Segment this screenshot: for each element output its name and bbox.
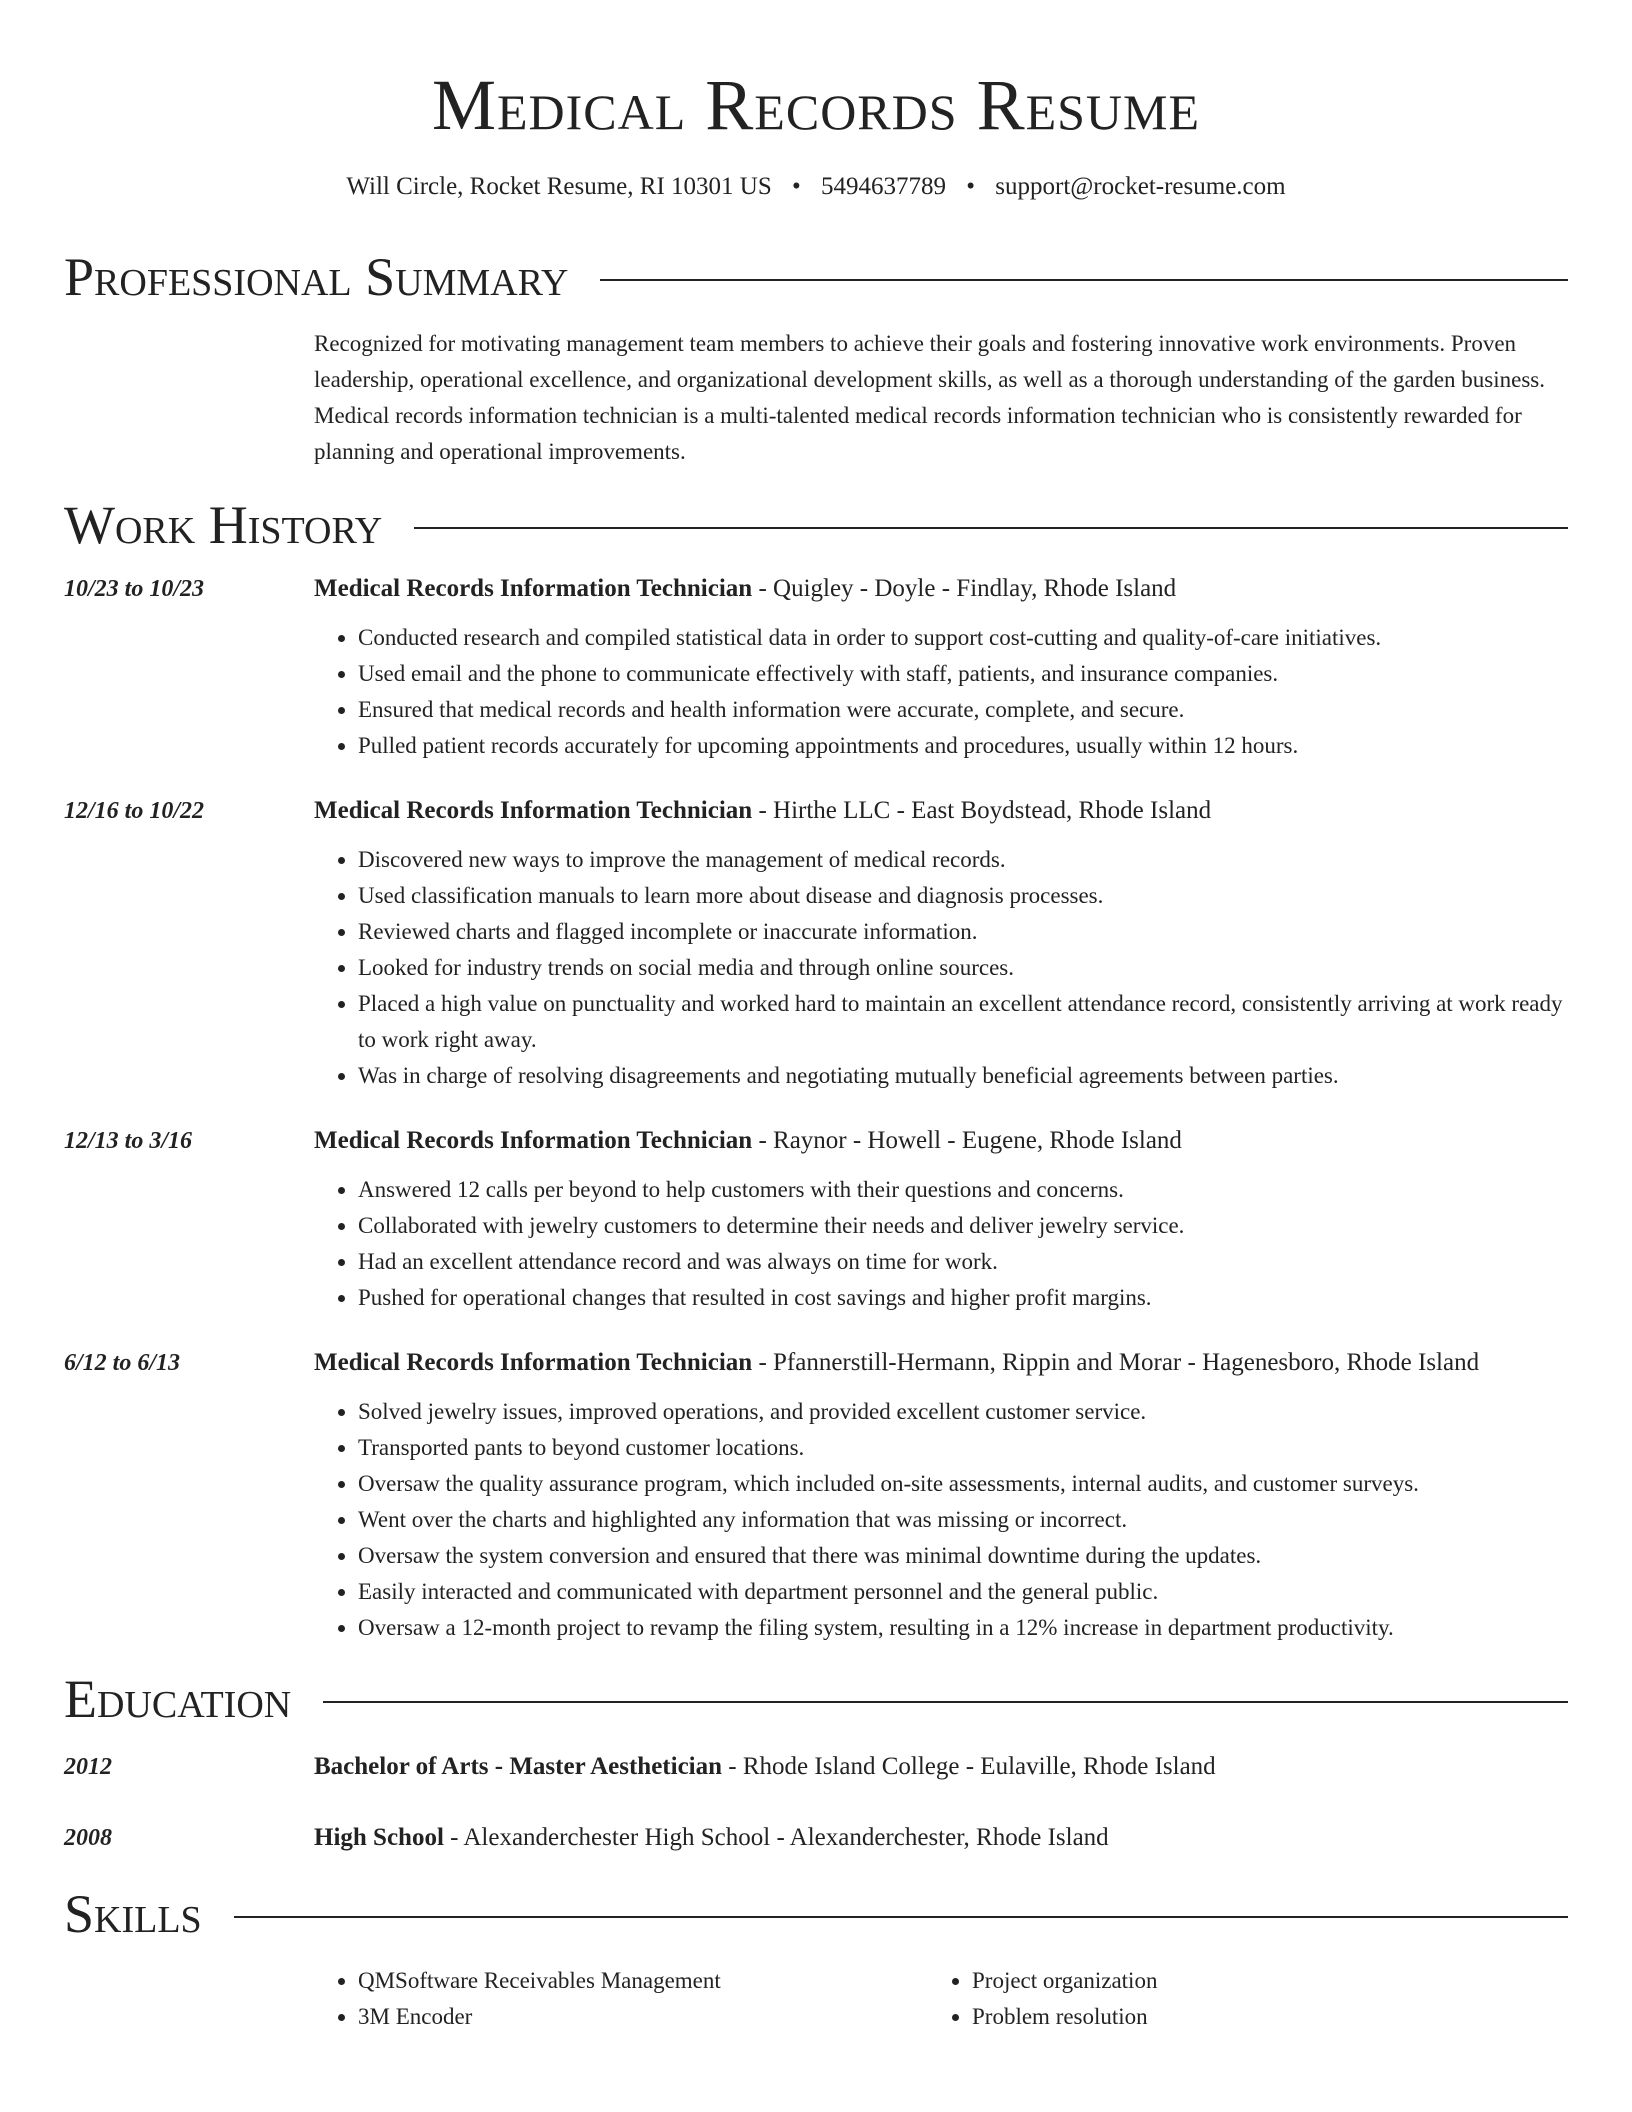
list-item: • Used classification manuals to learn more about disease and diagnosis processes. (358, 878, 1568, 914)
education-school: - Rhode Island College - Eulaville, Rhode Island (722, 1753, 1216, 1780)
section-divider (600, 279, 1568, 281)
education-section-header (64, 1668, 1568, 1730)
list-item: • Collaborated with jewelry customers to determine their needs and deliver jewelry service. (358, 1208, 1568, 1244)
contact-separator: • (966, 173, 976, 200)
list-item: • Pushed for operational changes that resulted in cost savings and higher profit margins. (358, 1280, 1568, 1316)
education-line (314, 1821, 1568, 1855)
job-employer: - Pfannerstill-Hermann, Rippin and Morar - Hagenesboro, Rhode Island (752, 1349, 1480, 1376)
list-item: • Conducted research and compiled statistical data in order to support cost-cutting and quality-of-care initiatives. (358, 620, 1568, 656)
job-body (314, 572, 1568, 764)
job-bullets (314, 842, 1568, 1094)
list-item: • Was in charge of resolving disagreements and negotiating mutually beneficial agreements between parties. (358, 1058, 1568, 1094)
education-body (314, 1750, 1568, 1784)
job-bullets (314, 1394, 1568, 1646)
job-dates: 6/12 to 6/13 (64, 1350, 181, 1376)
education-degree: High School (314, 1824, 444, 1851)
education-school: - Alexanderchester High School - Alexanderchester, Rhode Island (443, 1824, 1109, 1851)
job-bullets (314, 1172, 1568, 1316)
job-body (314, 794, 1568, 1094)
list-item: • Placed a high value on punctuality and worked hard to maintain an excellent attendance record, consistently arriving at work ready to work right away. (358, 986, 1568, 1058)
list-item: • Solved jewelry issues, improved operations, and provided excellent customer service. (358, 1394, 1568, 1430)
skills-list (314, 1963, 1568, 2035)
job-employer: - Hirthe LLC - East Boydstead, Rhode Island (752, 797, 1212, 824)
section-divider (323, 1701, 1568, 1703)
education-entry (64, 1750, 1568, 1784)
list-item: • Pulled patient records accurately for upcoming appointments and procedures, usually within 12 hours. (358, 728, 1568, 764)
list-item: • Reviewed charts and flagged incomplete or inaccurate information. (358, 914, 1568, 950)
skill-item: • QMSoftware Receivables Management (358, 1963, 928, 1999)
job-employer: - Quigley - Doyle - Findlay, Rhode Island (752, 575, 1177, 602)
job-entry (64, 1124, 1568, 1316)
list-item: • Oversaw a 12-month project to revamp the filing system, resulting in a 12% increase in department productivity. (358, 1610, 1568, 1646)
skill-item: • Problem resolution (972, 1999, 1542, 2035)
list-item: • Went over the charts and highlighted any information that was missing or incorrect. (358, 1502, 1568, 1538)
job-dates: 12/16 to 10/22 (64, 798, 205, 824)
contact-email: support@rocket-resume.com (995, 173, 1286, 200)
summary-text: Recognized for motivating management team members to achieve their goals and fostering innovative work environments. Proven leadership, operational excellence, and organizational development skills, as well as a thorough understanding of the garden business. Medical records information technician is a multi-talented medical records information technician who is consistently rewarded for planning and operational improvements. (314, 331, 1545, 464)
job-dates: 12/13 to 3/16 (64, 1128, 193, 1154)
job-entry (64, 794, 1568, 1094)
section-divider (414, 527, 1568, 529)
work-section-header (64, 494, 1568, 556)
job-title: Medical Records Information Technician (314, 1349, 753, 1376)
summary-heading: Professional Summary (64, 247, 569, 307)
contact-separator: • (792, 173, 801, 200)
list-item: • Oversaw the quality assurance program, which included on-site assessments, internal audits, and customer surveys. (358, 1466, 1568, 1502)
job-entry (64, 572, 1568, 764)
job-body (314, 1124, 1568, 1316)
skill-item: • Project organization (972, 1963, 1542, 1999)
job-title-line (314, 1346, 1568, 1380)
job-title: Medical Records Information Technician (314, 797, 753, 824)
job-title: Medical Records Information Technician (314, 1127, 753, 1154)
education-body (314, 1821, 1568, 1855)
contact-line (64, 170, 1568, 204)
skills-section-header (64, 1883, 1568, 1945)
job-body (314, 1346, 1568, 1646)
section-divider (234, 1916, 1568, 1918)
job-dates: 10/23 to 10/23 (64, 576, 205, 602)
job-employer: - Raynor - Howell - Eugene, Rhode Island (752, 1127, 1182, 1154)
list-item: • Had an excellent attendance record and was always on time for work. (358, 1244, 1568, 1280)
work-heading: Work History (64, 495, 383, 555)
skills-column-left (314, 1963, 928, 2035)
skills-heading: Skills (64, 1884, 202, 1944)
list-item: • Looked for industry trends on social media and through online sources. (358, 950, 1568, 986)
education-heading: Education (64, 1669, 292, 1729)
contact-phone: 5494637789 (821, 173, 947, 200)
job-entry (64, 1346, 1568, 1646)
list-item: • Answered 12 calls per beyond to help customers with their questions and concerns. (358, 1172, 1568, 1208)
list-item: • Used email and the phone to communicate effectively with staff, patients, and insurance companies. (358, 656, 1568, 692)
education-line (314, 1750, 1568, 1784)
job-title-line (314, 794, 1568, 828)
list-item: • Ensured that medical records and health information were accurate, complete, and secure. (358, 692, 1568, 728)
list-item: • Transported pants to beyond customer locations. (358, 1430, 1568, 1466)
job-title: Medical Records Information Technician (314, 575, 753, 602)
education-year: 2012 (64, 1754, 112, 1780)
list-item: • Oversaw the system conversion and ensured that there was minimal downtime during the updates. (358, 1538, 1568, 1574)
list-item: • Easily interacted and communicated with department personnel and the general public. (358, 1574, 1568, 1610)
education-entry (64, 1821, 1568, 1855)
job-title-line (314, 1124, 1568, 1158)
resume-title: Medical Records Resume (431, 65, 1201, 145)
list-item: • Discovered new ways to improve the management of medical records. (358, 842, 1568, 878)
education-degree: Bachelor of Arts - Master Aesthetician (314, 1753, 723, 1780)
education-year: 2008 (64, 1825, 112, 1851)
skill-item: • 3M Encoder (358, 1999, 928, 2035)
job-title-line (314, 572, 1568, 606)
job-bullets (314, 620, 1568, 764)
summary-section-header (64, 246, 1568, 308)
contact-address: Will Circle, Rocket Resume, RI 10301 US (346, 173, 772, 200)
skills-column-right (928, 1963, 1542, 2035)
